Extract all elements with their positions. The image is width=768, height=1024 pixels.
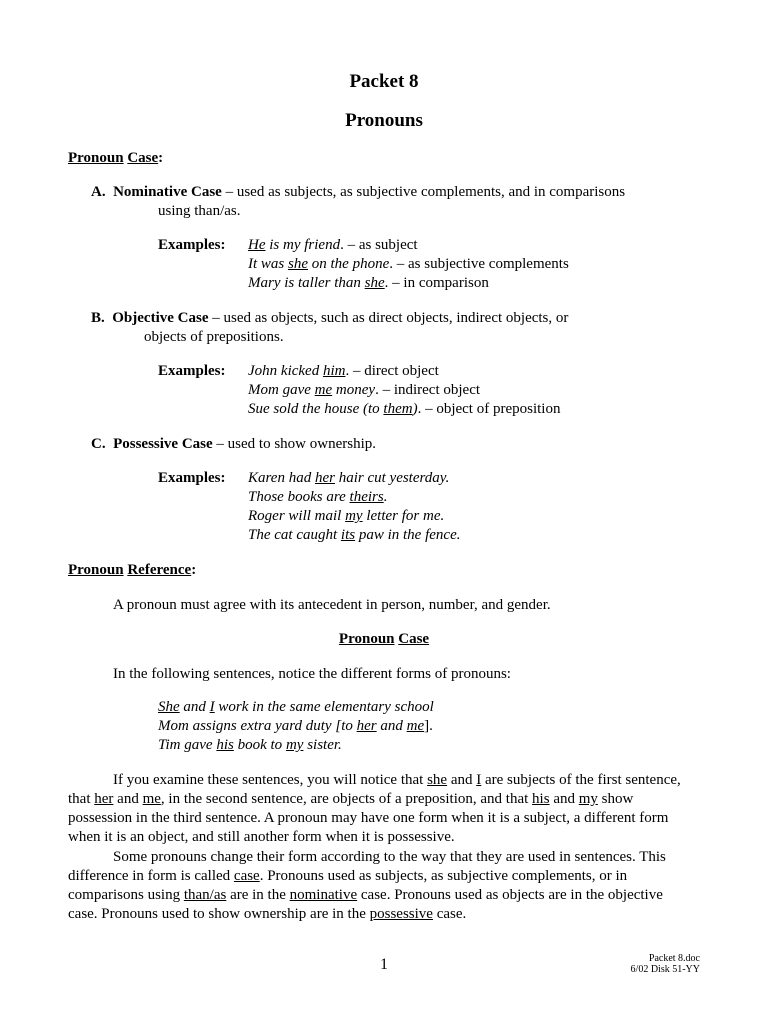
sentence-pronoun: my	[285, 737, 304, 753]
example-line: Karen had her hair cut yesterday.	[248, 470, 450, 486]
sentence-line: She and I work in the same elementary school	[158, 699, 434, 715]
section-description: – used as objects, such as direct objects, indirect objects, or	[208, 310, 569, 326]
intro-text: In the following sentences, notice the different forms of pronouns:	[113, 666, 511, 682]
section-c-line1	[91, 435, 376, 454]
sentence-pronoun: I	[209, 699, 215, 715]
heading-colon: :	[191, 562, 197, 578]
example-note: . – direct object	[345, 363, 439, 379]
section-name: Objective Case	[112, 310, 209, 326]
sentence-pronoun: She	[158, 699, 180, 715]
reference-rule: A pronoun must agree with its antecedent in person, number, and gender.	[113, 597, 551, 613]
sentence-pronoun: me	[406, 718, 425, 734]
paragraph-2: Some pronouns change their form according to the way that they are used in sentences. This difference in form is called case. Pronouns used as subjects, as subjective complements, or in comparisons using than/as are in the nominative case. Pronouns used as objects are in the objective case. Pronouns used to show ownership are in the possessive case.	[68, 849, 666, 922]
example-pronoun: them	[383, 401, 413, 417]
examples-label: Examples:	[158, 237, 226, 253]
footer-file-info: 6/02 Disk 51-YY	[630, 964, 700, 975]
example-note: . – object of preposition	[417, 401, 561, 417]
example-pronoun: her	[314, 470, 335, 486]
section-letter: C.	[91, 436, 106, 452]
section-description: – used as subjects, as subjective complements, and in comparisons	[221, 184, 626, 200]
example-note: . – as subjective complements	[389, 256, 569, 272]
example-line: He is my friend. – as subject	[248, 237, 418, 253]
page-title: Pronouns	[345, 110, 423, 131]
heading-colon: :	[158, 150, 164, 166]
section-name: Nominative Case	[113, 184, 222, 200]
example-pronoun: my	[345, 508, 363, 524]
sentence-line: Mom assigns extra yard duty [to her and me].	[158, 718, 433, 734]
section-letter: B.	[91, 310, 105, 326]
pronoun-case-heading	[68, 149, 163, 168]
example-line: The cat caught its paw in the fence.	[248, 527, 461, 543]
examples-label: Examples:	[158, 363, 226, 379]
footer-file-name: Packet 8.doc	[648, 953, 700, 964]
example-line: John kicked him. – direct object	[248, 363, 439, 379]
section-letter: A.	[91, 184, 106, 200]
example-pronoun: him	[322, 363, 346, 379]
section-name: Possessive Case	[113, 436, 213, 452]
example-line: Mom gave me money. – indirect object	[248, 382, 481, 398]
example-line: Mary is taller than she. – in comparison	[248, 275, 489, 291]
heading-word: Pronoun	[68, 150, 124, 166]
example-line: It was she on the phone. – as subjective complements	[248, 256, 569, 272]
examples-label: Examples:	[158, 470, 226, 486]
subheading-word: Pronoun	[338, 631, 395, 647]
section-b-line1	[91, 309, 568, 328]
example-pronoun: He	[248, 237, 266, 253]
section-a-line2: using than/as.	[158, 203, 241, 219]
example-note: . – indirect object	[375, 382, 481, 398]
example-pronoun: theirs	[349, 489, 384, 505]
example-line: Roger will mail my letter for me.	[248, 508, 445, 524]
example-pronoun: she	[364, 275, 385, 291]
example-note: . – in comparison	[384, 275, 489, 291]
example-note: . – as subject	[340, 237, 418, 253]
page-number: 1	[380, 956, 388, 973]
example-pronoun: me	[314, 382, 333, 398]
section-b-line2: objects of prepositions.	[144, 329, 284, 345]
example-pronoun: its	[340, 527, 356, 543]
section-description: – used to show ownership.	[212, 436, 376, 452]
example-line: Sue sold the house (to them). – object of preposition	[248, 401, 561, 417]
sentence-pronoun: her	[356, 718, 377, 734]
sentence-pronoun: his	[216, 737, 234, 753]
heading-word: Case	[127, 150, 159, 166]
sentence-line: Tim gave his book to my sister.	[158, 737, 342, 753]
example-pronoun: she	[288, 256, 309, 272]
subheading-word: Case	[398, 631, 430, 647]
section-a-line1	[91, 183, 625, 202]
packet-title: Packet 8	[349, 71, 419, 92]
paragraph-1: If you examine these sentences, you will notice that she and I are subjects of the first sentence, that her and me, in the second sentence, are objects of a preposition, and that his and my show possession in the third sentence. A pronoun may have one form when it is a subject, a different form when it is an object, and still another form when it is possessive.	[68, 772, 681, 845]
pronoun-case-subheading	[0, 630, 768, 649]
example-line: Those books are theirs.	[248, 489, 388, 505]
heading-word: Pronoun	[68, 562, 124, 578]
heading-word: Reference	[127, 562, 192, 578]
pronoun-reference-heading	[68, 561, 196, 580]
